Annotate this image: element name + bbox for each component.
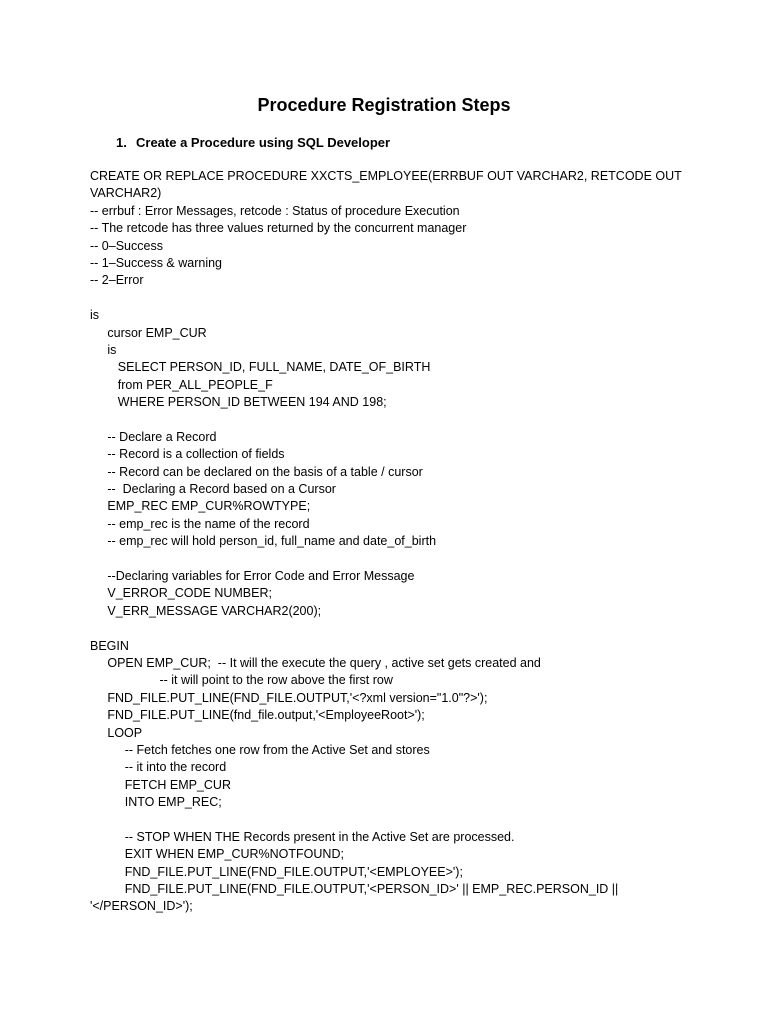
code-line: -- errbuf : Error Messages, retcode : Status of procedure Execution (90, 203, 460, 218)
code-line: WHERE PERSON_ID BETWEEN 194 AND 198; (90, 395, 387, 410)
code-line: V_ERROR_CODE NUMBER; (90, 586, 272, 601)
code-line: -- it will point to the row above the first row (90, 673, 393, 688)
code-line: --Declaring variables for Error Code and Error Message (90, 568, 415, 583)
code-line (90, 411, 650, 428)
code-line: FND_FILE.PUT_LINE(FND_FILE.OUTPUT,'<?xml version="1.0"?>'); (90, 690, 488, 705)
code-line (90, 290, 650, 307)
code-line: -- Record can be declared on the basis of a table / cursor (90, 464, 423, 479)
code-line: BEGIN (90, 638, 129, 653)
code-line: -- Fetch fetches one row from the Active Set and stores (90, 742, 430, 757)
code-line: FETCH EMP_CUR (90, 777, 231, 792)
code-line: OPEN EMP_CUR; -- It will the execute the query , active set gets created and (90, 655, 541, 670)
code-line: FND_FILE.PUT_LINE(fnd_file.output,'<EmployeeRoot>'); (90, 708, 425, 723)
code-line: -- STOP WHEN THE Records present in the Active Set are processed. (90, 829, 515, 844)
code-line: -- it into the record (90, 760, 227, 775)
code-line: is (90, 308, 100, 323)
code-line: -- 2–Error (90, 273, 144, 288)
code-line: EXIT WHEN EMP_CUR%NOTFOUND; (90, 847, 344, 862)
code-line: FND_FILE.PUT_LINE(FND_FILE.OUTPUT,'<PERSON_ID>' || EMP_REC.PERSON_ID || (90, 882, 619, 897)
code-line: VARCHAR2) (90, 186, 162, 201)
code-block (90, 168, 682, 916)
code-line: -- Declaring a Record based on a Cursor (90, 482, 336, 497)
code-line: -- Declare a Record (90, 429, 217, 444)
code-line: '</PERSON_ID>'); (90, 899, 193, 914)
code-line (90, 620, 650, 637)
code-line: -- 1–Success & warning (90, 255, 223, 270)
step-label: Create a Procedure using SQL Developer (136, 135, 391, 150)
code-line: -- Record is a collection of fields (90, 447, 285, 462)
code-line: FND_FILE.PUT_LINE(FND_FILE.OUTPUT,'<EMPLOYEE>'); (90, 864, 463, 879)
code-line: -- emp_rec will hold person_id, full_name and date_of_birth (90, 534, 437, 549)
code-line (90, 811, 650, 828)
code-line (90, 551, 650, 568)
code-line: is (90, 342, 117, 357)
code-line: -- emp_rec is the name of the record (90, 516, 310, 531)
step-number: 1. (116, 135, 127, 150)
code-line: from PER_ALL_PEOPLE_F (90, 377, 273, 392)
code-line: cursor EMP_CUR (90, 325, 207, 340)
code-line: CREATE OR REPLACE PROCEDURE XXCTS_EMPLOYEE(ERRBUF OUT VARCHAR2, RETCODE OUT (90, 169, 682, 183)
code-line: SELECT PERSON_ID, FULL_NAME, DATE_OF_BIRTH (90, 360, 431, 375)
code-line: V_ERR_MESSAGE VARCHAR2(200); (90, 603, 322, 618)
code-line: INTO EMP_REC; (90, 795, 222, 810)
step-heading (116, 134, 390, 152)
code-line: -- 0–Success (90, 238, 163, 253)
page-title: Procedure Registration Steps (257, 95, 511, 115)
code-line: -- The retcode has three values returned by the concurrent manager (90, 221, 467, 236)
code-line: EMP_REC EMP_CUR%ROWTYPE; (90, 499, 311, 514)
code-line: LOOP (90, 725, 143, 740)
